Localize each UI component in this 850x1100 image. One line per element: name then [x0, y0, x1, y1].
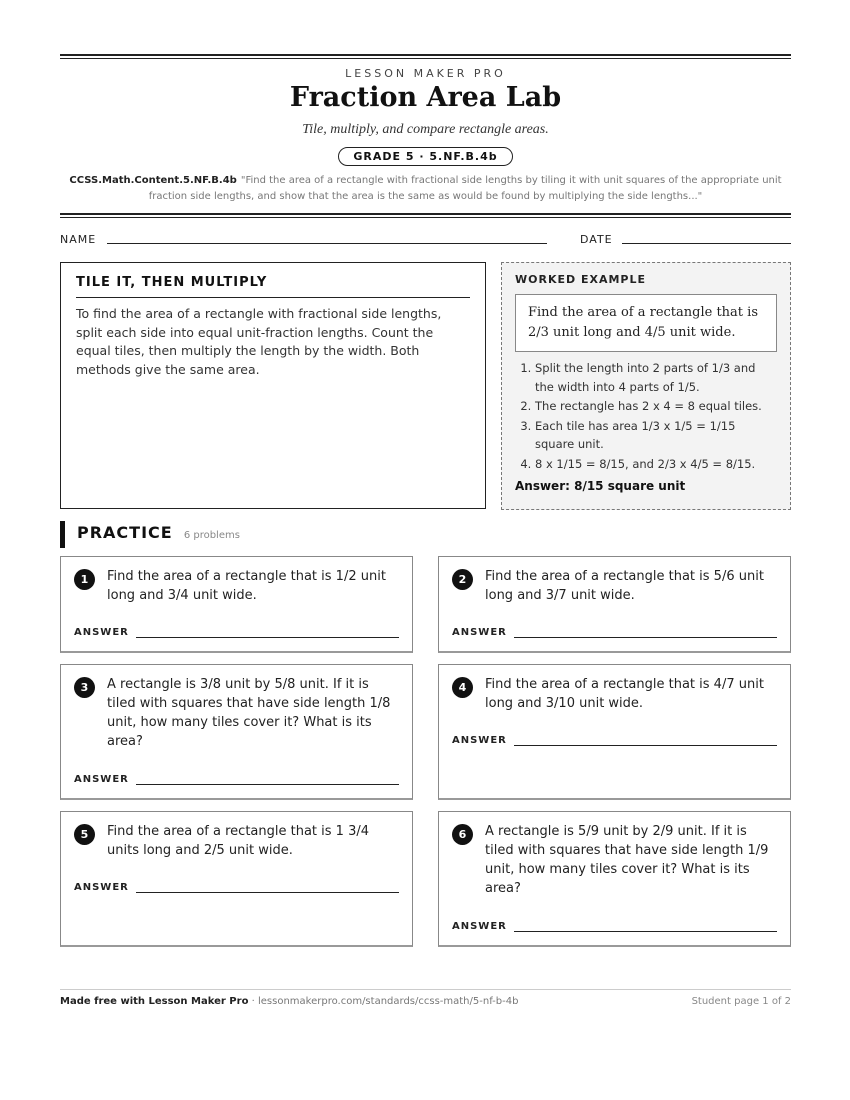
answer-row: [74, 627, 399, 638]
problem-number: 3: [74, 677, 95, 698]
problem-number: 2: [452, 569, 473, 590]
grade-badge: GRADE 5 · 5.NF.B.4b: [338, 147, 512, 166]
problem-number: 4: [452, 677, 473, 698]
answer-field[interactable]: [136, 784, 399, 785]
answer-field[interactable]: [514, 745, 777, 746]
problem-text: Find the area of a rectangle that is 1 3/4 units long and 2/5 unit wide.: [107, 824, 369, 858]
worked-example-title: WORKED EXAMPLE: [515, 273, 646, 286]
answer-label: ANSWER: [452, 627, 507, 638]
worked-step: 3. Each tile has area 1/3 x 1/5 = 1/15 square unit.: [535, 417, 777, 454]
problem-text: Find the area of a rectangle that is 4/7 unit long and 3/10 unit wide.: [485, 677, 764, 711]
answer-row: [452, 627, 777, 638]
answer-row: [74, 774, 399, 785]
footer-made-with: Made free with Lesson Maker Pro: [60, 996, 249, 1007]
problem-text: Find the area of a rectangle that is 5/6 unit long and 3/7 unit wide.: [485, 569, 764, 603]
top-divider: [60, 54, 791, 59]
name-date-row: [60, 231, 791, 247]
problem-card: [60, 811, 413, 947]
worked-step: 1. Split the length into 2 parts of 1/3 and the width into 4 parts of 1/5.: [535, 359, 777, 396]
page-subtitle: Tile, multiply, and compare rectangle areas.: [302, 122, 549, 137]
grade-badge-row: [60, 145, 791, 166]
answer-label: ANSWER: [452, 921, 507, 932]
worked-example-answer: Answer: 8/15 square unit: [515, 479, 686, 493]
problem-number: 6: [452, 824, 473, 845]
problem-card: [438, 556, 791, 653]
worked-example-problem: Find the area of a rectangle that is 2/3 unit long and 4/5 unit wide.: [515, 294, 777, 352]
problem-card: [438, 664, 791, 800]
worked-step: 2. The rectangle has 2 x 4 = 8 equal tiles.: [535, 397, 777, 416]
header-divider: [60, 213, 791, 218]
tile-it-box: [60, 262, 486, 509]
date-field[interactable]: [622, 243, 791, 244]
problem-number: 1: [74, 569, 95, 590]
tile-it-text: To find the area of a rectangle with fractional side lengths, split each side into equal unit-fraction lengths. Count the equal tiles, then multiply the length by the width. Both methods give the same area.: [76, 306, 442, 377]
answer-row: [74, 882, 399, 893]
answer-label: ANSWER: [74, 627, 129, 638]
answer-field[interactable]: [136, 892, 399, 893]
answer-label: ANSWER: [452, 735, 507, 746]
page-title: Fraction Area Lab: [289, 82, 562, 113]
worked-step: 4. 8 x 1/15 = 8/15, and 2/3 x 4/5 = 8/15.: [535, 455, 777, 474]
brand-name: LESSON MAKER PRO: [345, 67, 506, 80]
standard-text: "Find the area of a rectangle with fractional side lengths by tiling it with unit squares of the appropriate unit fraction side lengths, and show that the area is the same as would be found by multiplying the side lengths...": [148, 175, 782, 202]
problem-text: A rectangle is 3/8 unit by 5/8 unit. If it is tiled with squares that have side length 1/8 unit, how many tiles cover it? What is its area?: [107, 677, 391, 749]
answer-field[interactable]: [136, 637, 399, 638]
problem-text: A rectangle is 5/9 unit by 2/9 unit. If it is tiled with squares that have side length 1/9 unit, how many tiles cover it? What is its area?: [485, 824, 769, 896]
practice-heading: [60, 521, 240, 548]
tile-it-title: TILE IT, THEN MULTIPLY: [76, 275, 470, 298]
answer-label: ANSWER: [74, 774, 129, 785]
problem-text: Find the area of a rectangle that is 1/2 unit long and 3/4 unit wide.: [107, 569, 386, 603]
footer-url[interactable]: · lessonmakerpro.com/standards/ccss-math/5-nf-b-4b: [248, 996, 519, 1007]
answer-field[interactable]: [514, 637, 777, 638]
date-label: DATE: [580, 233, 613, 246]
footer-page-number: Student page 1 of 2: [691, 996, 791, 1007]
answer-label: ANSWER: [74, 882, 129, 893]
worked-example-steps: [515, 359, 777, 473]
answer-field[interactable]: [514, 931, 777, 932]
standard-description: [60, 173, 791, 205]
footer-credit: [60, 996, 518, 1007]
name-field[interactable]: [107, 243, 547, 244]
problem-card: [438, 811, 791, 947]
standard-code: CCSS.Math.Content.5.NF.B.4b: [69, 175, 237, 186]
problem-card: [60, 556, 413, 653]
answer-row: [452, 735, 777, 746]
problem-card: [60, 664, 413, 800]
worked-example-box: [501, 262, 791, 510]
answer-row: [452, 921, 777, 932]
name-label: NAME: [60, 233, 97, 246]
practice-count: 6 problems: [183, 530, 240, 541]
problem-number: 5: [74, 824, 95, 845]
practice-title: PRACTICE: [77, 523, 173, 542]
footer-divider: [60, 989, 791, 990]
